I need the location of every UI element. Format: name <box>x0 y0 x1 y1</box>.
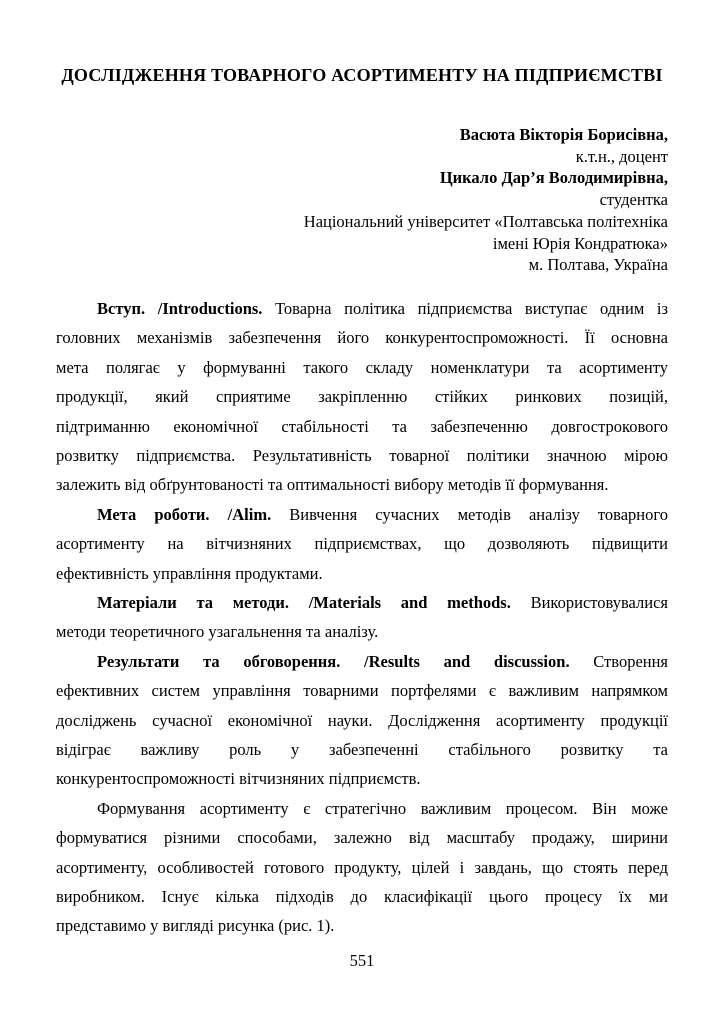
body-text: відіграє важливу роль у забезпеченні стабільного розвитку та <box>56 740 668 760</box>
body-line <box>56 588 668 617</box>
body-line <box>56 323 668 352</box>
body-text: Товарна політика підприємства виступає одним із <box>275 298 669 318</box>
author-name: Васюта Вікторія Борисівна, <box>459 125 668 144</box>
affiliation-line: імені Юрія Кондратюка» <box>492 233 668 253</box>
body-line <box>56 647 668 676</box>
author-name: Цикало Дар’я Володимирівна, <box>439 168 668 188</box>
page-number: 551 <box>349 951 375 970</box>
page-title: ДОСЛІДЖЕННЯ ТОВАРНОГО АСОРТИМЕНТУ НА ПІДПРИЄМСТВІ <box>61 65 663 85</box>
body-line <box>56 353 668 382</box>
body-text: Використовувалися <box>530 592 668 612</box>
author-role: студентка <box>599 190 668 210</box>
body-text: виробником. Існує кілька підходів до класифікації цього процесу їх ми <box>56 887 668 907</box>
body-text: ефективність управління продуктами. <box>56 563 323 583</box>
body-line <box>56 441 668 470</box>
body-text: асортименту на вітчизняних підприємствах, що дозволяють підвищити <box>56 534 668 554</box>
body-text: мета полягає у формуванні такого складу номенклатури та асортименту <box>56 357 668 377</box>
body-text: представимо у вигляді рисунка (рис. 1). <box>56 916 335 936</box>
body-text: ефективних систем управління товарними портфелями є важливим напрямком <box>56 681 668 701</box>
body-line <box>56 529 668 558</box>
body-line <box>56 706 668 735</box>
section-heading-methods: Матеріали та методи. /Materials and methods. <box>97 592 511 612</box>
body-text: головних механізмів забезпечення його конкурентоспроможності. Її основна <box>56 328 668 348</box>
page-content <box>56 0 668 941</box>
author-block <box>56 124 668 276</box>
body-text: Формування асортименту є стратегічно важливим процесом. Він може <box>97 798 668 818</box>
body-text: Вивчення сучасних методів аналізу товарного <box>289 504 668 524</box>
section-heading-aim: Мета роботи. /Alim. <box>97 504 272 524</box>
affiliation-line: Національний університет «Полтавська політехніка <box>303 211 668 231</box>
body-line <box>56 500 668 529</box>
body-line <box>56 911 668 940</box>
body-line <box>56 412 668 441</box>
body-text: Створення <box>593 651 669 671</box>
body-text: формуватися різними способами, залежно від масштабу продажу, ширини <box>56 828 668 848</box>
body-line <box>56 794 668 823</box>
body-text: асортименту, особливостей готового продукту, цілей і завдань, що стоять перед <box>56 857 668 877</box>
section-heading-results: Результати та обговорення. /Results and discussion. <box>97 651 570 671</box>
body-line <box>56 559 668 588</box>
body-text: досліджень сучасної економічної науки. Дослідження асортименту продукції <box>56 710 668 730</box>
body-text: конкурентоспроможності вітчизняних підприємств. <box>56 769 421 789</box>
section-heading-intro: Вступ. /Introductions. <box>97 298 263 318</box>
body-line <box>56 735 668 764</box>
body-text: методи теоретичного узагальнення та аналізу. <box>56 622 379 642</box>
body-line <box>56 617 668 646</box>
body-text: залежить від обґрунтованості та оптимальності вибору методів її формування. <box>56 475 609 495</box>
affiliation-city: м. Полтава, Україна <box>528 255 668 275</box>
body-line <box>56 676 668 705</box>
body-line <box>56 382 668 411</box>
body-line <box>56 882 668 911</box>
body-line <box>56 294 668 323</box>
body-text: підтриманню економічної стабільності та забезпеченню довгострокового <box>56 416 668 436</box>
document-body <box>56 294 668 941</box>
body-text: розвитку підприємства. Результативність товарної політики значною мірою <box>56 445 668 465</box>
body-line <box>56 470 668 499</box>
body-text: продукції, який сприятиме закріпленню стійких ринкових позицій, <box>56 387 668 407</box>
body-line <box>56 853 668 882</box>
body-line <box>56 823 668 852</box>
author-degree: к.т.н., доцент <box>575 146 668 166</box>
body-line <box>56 764 668 793</box>
